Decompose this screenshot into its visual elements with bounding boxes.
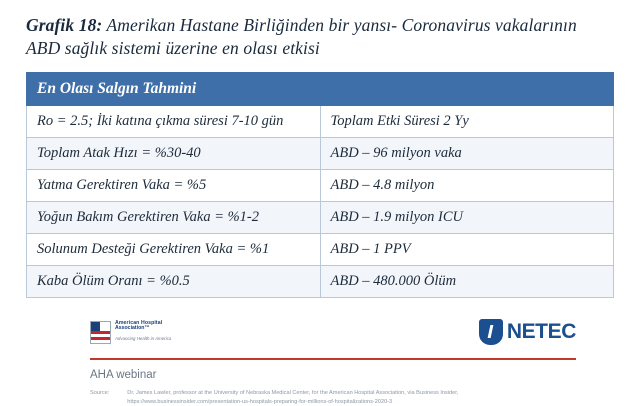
table-cell-left: Solunum Desteği Gerektiren Vaka = %1 (27, 234, 321, 266)
table-cell-right: ABD – 1.9 milyon ICU (320, 202, 614, 234)
aha-logo-line2: Association™ (115, 325, 150, 332)
page-title (26, 14, 614, 60)
page-title-text: Amerikan Hastane Birliğinden bir yansı- Coronavirus vakalarının ABD sağlık sistemi üzerine en olası etkisi (26, 15, 577, 59)
table-header-title: En Olası Salgın Tahmini (27, 73, 614, 106)
table-row (27, 202, 614, 234)
table-cell-right: ABD – 480.000 Ölüm (320, 266, 614, 298)
webinar-label: AHA webinar (90, 369, 157, 382)
aha-logo-text (115, 321, 171, 342)
netec-logo (479, 319, 576, 345)
source-text: Dr. James Lawler, professor at the University of Nebraska Medical Center, for the American Hospital Association, via Business Insider, https://www.businessinsider.com/presentation-us-hospitals-preparing-for-millions-of-hospitalizations-2020-3 (127, 390, 459, 405)
table-cell-right: ABD – 1 PPV (320, 234, 614, 266)
slide-footer (26, 312, 614, 406)
netec-shield-icon (479, 319, 503, 345)
page-title-label: Grafik 18: (26, 15, 103, 35)
table-cell-right: ABD – 4.8 milyon (320, 170, 614, 202)
estimate-table (26, 72, 614, 298)
table-cell-left: Toplam Atak Hızı = %30-40 (27, 138, 321, 170)
table-cell-left: Kaba Ölüm Oranı = %0.5 (27, 266, 321, 298)
aha-logo (90, 321, 171, 344)
aha-logo-line1: American Hospital (115, 319, 163, 326)
table-cell-right: Toplam Etki Süresi 2 Yy (320, 106, 614, 138)
table-row (27, 170, 614, 202)
source-note (90, 389, 614, 406)
table-row (27, 234, 614, 266)
aha-flag-icon (90, 321, 111, 344)
table-cell-left: Yoğun Bakım Gerektiren Vaka = %1-2 (27, 202, 321, 234)
netec-logo-text: NETEC (506, 320, 576, 344)
aha-logo-tagline: Advancing Health in America (115, 335, 172, 341)
table-cell-left: Ro = 2.5; İki katına çıkma süresi 7-10 gün (27, 106, 321, 138)
table-row (27, 266, 614, 298)
table-cell-left: Yatma Gerektiren Vaka = %5 (27, 170, 321, 202)
table-cell-right: ABD – 96 milyon vaka (320, 138, 614, 170)
source-label: Source: (90, 390, 110, 397)
divider (90, 358, 576, 360)
logo-row (26, 312, 614, 352)
table-row (27, 106, 614, 138)
table-row (27, 138, 614, 170)
table-header-row (27, 73, 614, 106)
